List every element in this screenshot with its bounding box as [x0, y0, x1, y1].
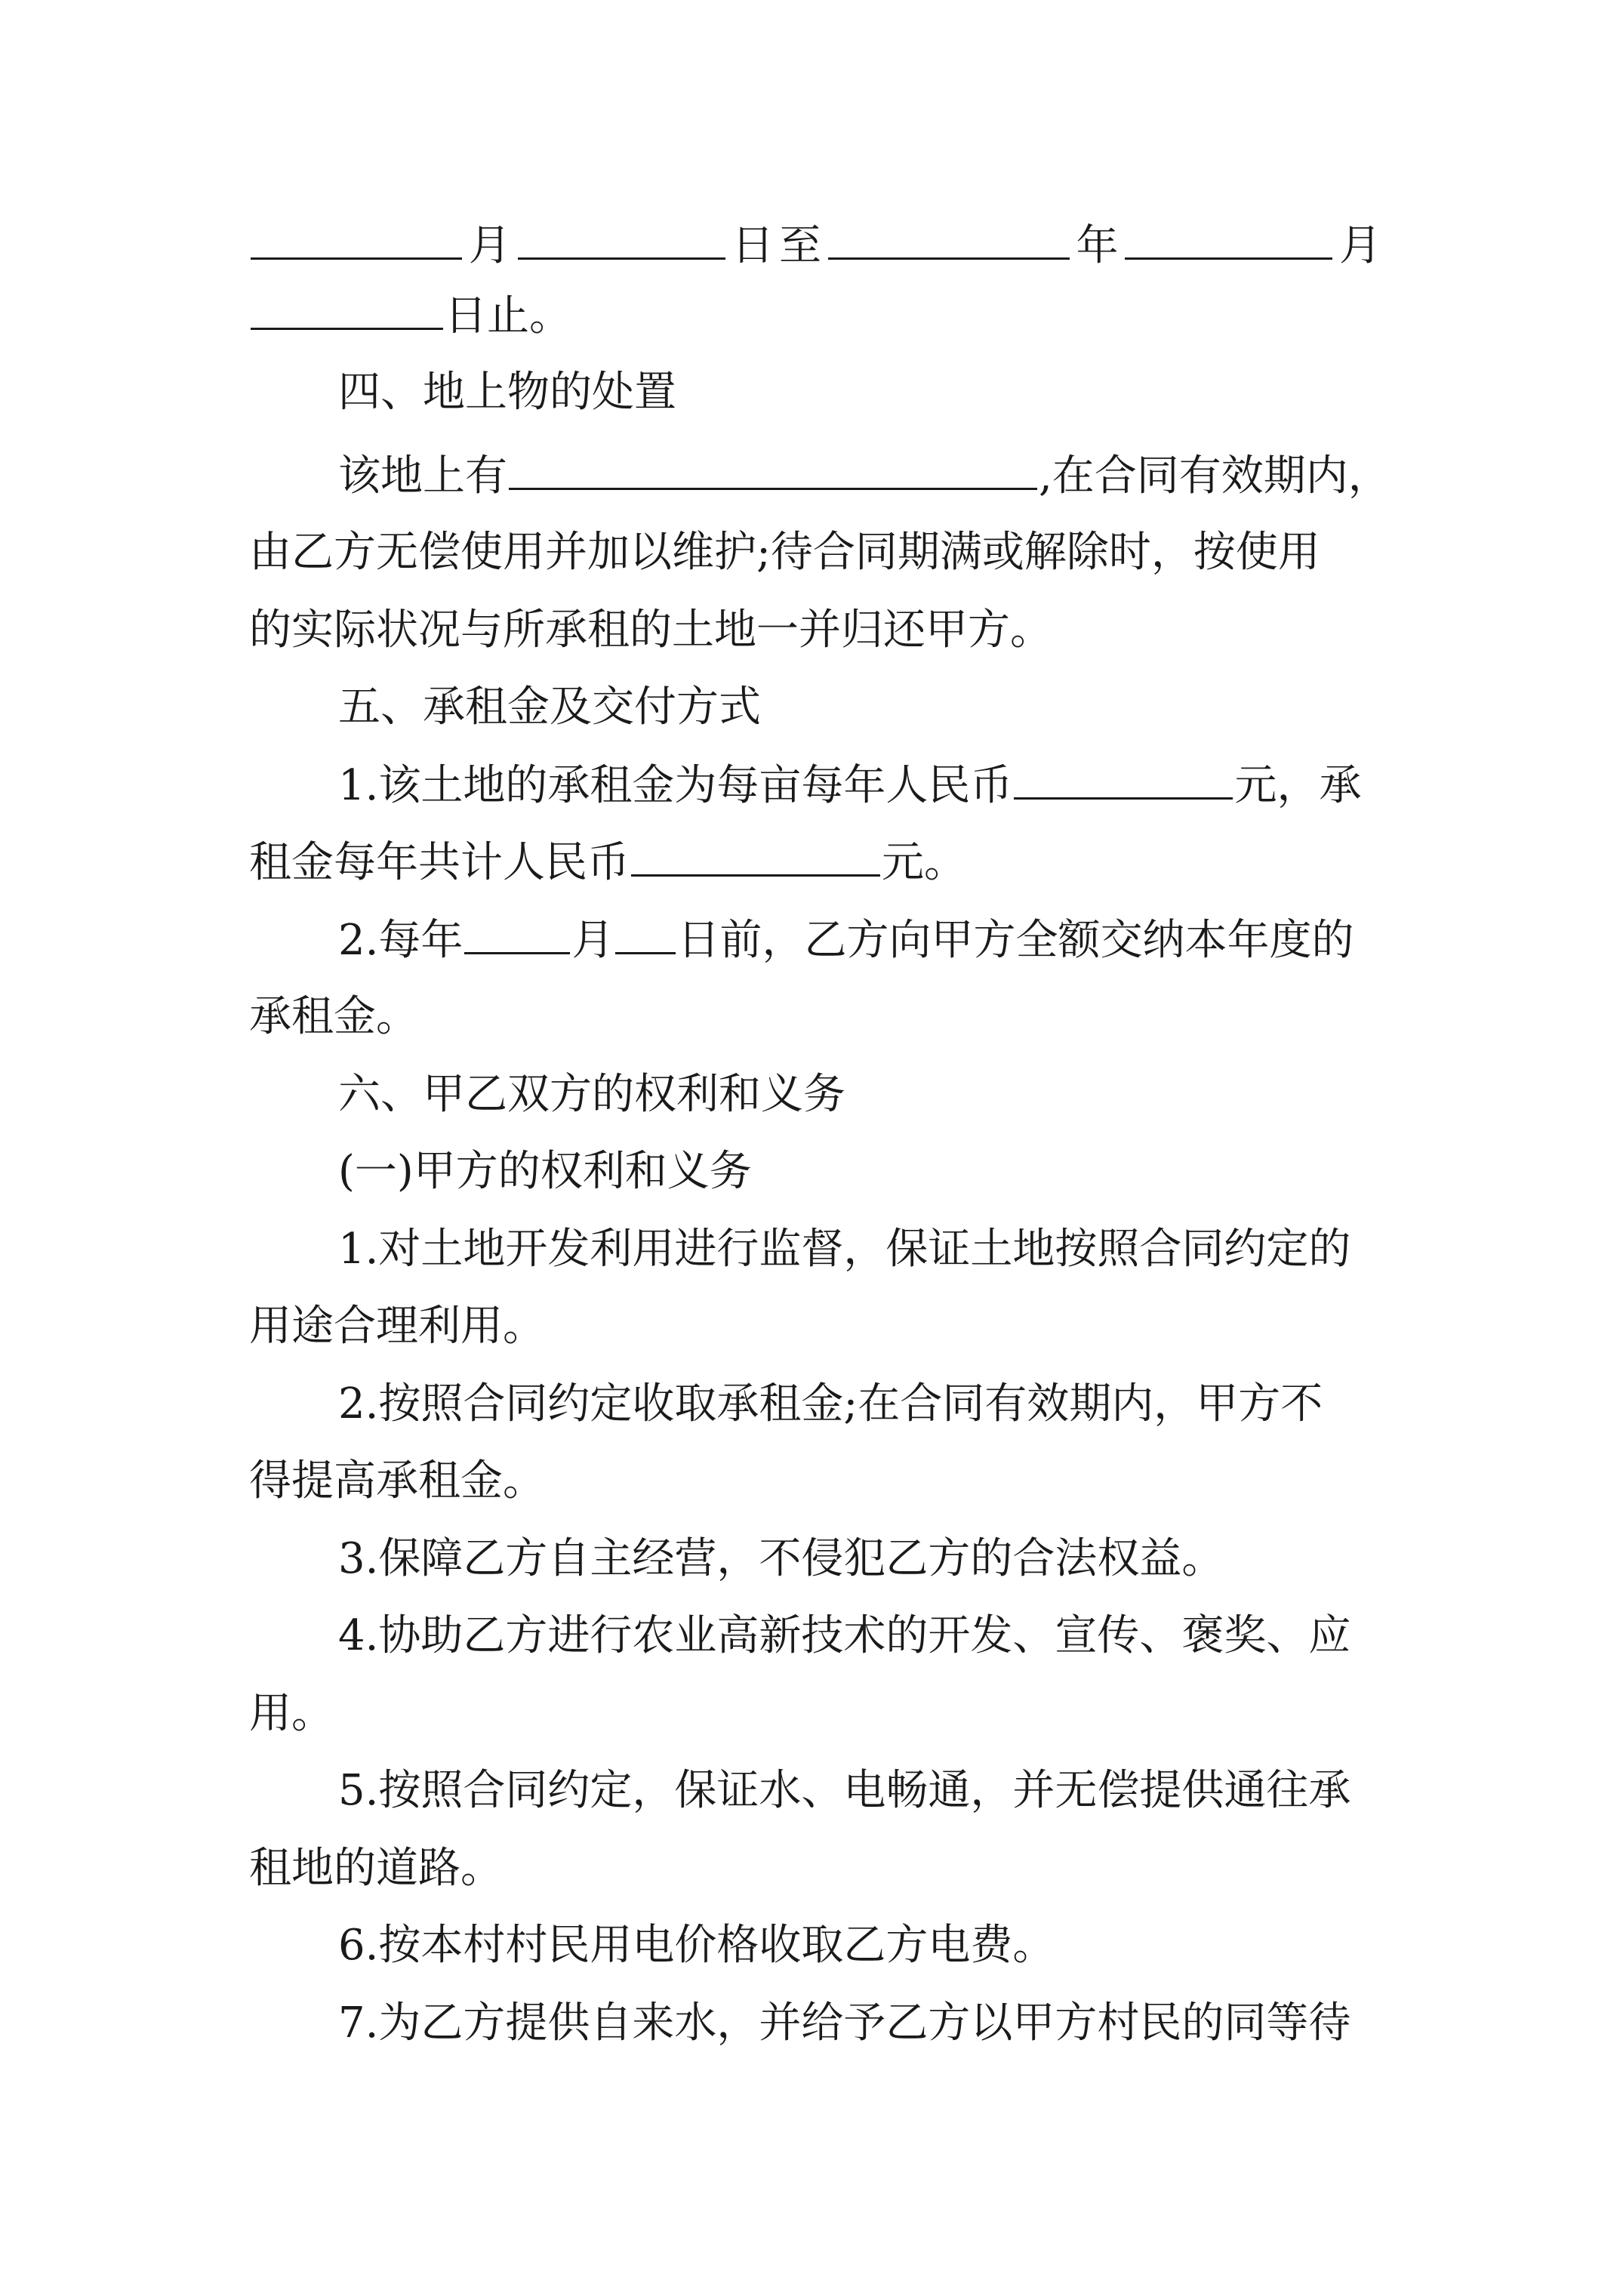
- section-heading-6: 六、甲乙双方的权利和义务: [338, 1070, 845, 1119]
- blank-pay-month[interactable]: [464, 910, 570, 954]
- paragraph-line: 用。: [249, 1689, 334, 1738]
- blank-end-day[interactable]: [251, 285, 443, 330]
- blank-rent-per-mu[interactable]: [1014, 755, 1233, 800]
- paragraph-line: 1.该土地的承租金为每亩每年人民币 元，承: [338, 755, 1381, 815]
- paragraph-line: 6.按本村村民用电价格收取乙方电费。: [338, 1921, 1055, 1970]
- paragraph-line: 的实际状况与所承租的土地一并归还甲方。: [249, 606, 1052, 655]
- subsection-heading: (一)甲方的权利和义务: [338, 1147, 752, 1196]
- paragraph-line: 租地的道路。: [249, 1844, 503, 1893]
- blank-start-day[interactable]: [518, 215, 725, 260]
- paragraph-line: 4.协助乙方进行农业高新技术的开发、宣传、褒奖、应: [338, 1611, 1351, 1660]
- paragraph-line: 承租金。: [249, 992, 418, 1041]
- blank-end-year[interactable]: [828, 215, 1070, 260]
- paragraph-line: 得提高承租金。: [249, 1456, 545, 1505]
- blank-pay-day[interactable]: [615, 910, 676, 954]
- paragraph-line: 该地上有 ,在合同有效期内，: [338, 445, 1381, 506]
- blank-end-month[interactable]: [1125, 215, 1332, 260]
- paragraph-line: 2.按照合同约定收取承租金;在合同有效期内，甲方不: [338, 1379, 1323, 1428]
- term-end-date-line: 月 日至 年 月: [249, 215, 1381, 276]
- blank-structures[interactable]: [509, 445, 1037, 490]
- paragraph-line: 由乙方无偿使用并加以维护;待合同期满或解除时，按使用: [249, 528, 1320, 577]
- paragraph-line: 2.每年 月 日前，乙方向甲方全额交纳本年度的: [338, 910, 1381, 970]
- section-heading-5: 五、承租金及交付方式: [338, 683, 761, 732]
- term-end-day-line: 日止。: [249, 285, 1381, 346]
- paragraph-line: 3.保障乙方自主经营，不侵犯乙方的合法权益。: [338, 1534, 1224, 1583]
- paragraph-line: 租金每年共计人民币 元。: [249, 832, 1381, 892]
- paragraph-line: 7.为乙方提供自来水，并给予乙方以甲方村民的同等待: [338, 1999, 1351, 2048]
- paragraph-line: 1.对土地开发利用进行监督，保证土地按照合同约定的: [338, 1225, 1351, 1274]
- blank-start-month[interactable]: [251, 215, 462, 260]
- paragraph-line: 用途合理利用。: [249, 1302, 545, 1351]
- paragraph-line: 5.按照合同约定，保证水、电畅通，并无偿提供通往承: [338, 1766, 1351, 1815]
- blank-rent-total[interactable]: [631, 832, 880, 877]
- section-heading-4: 四、地上物的处置: [338, 368, 676, 417]
